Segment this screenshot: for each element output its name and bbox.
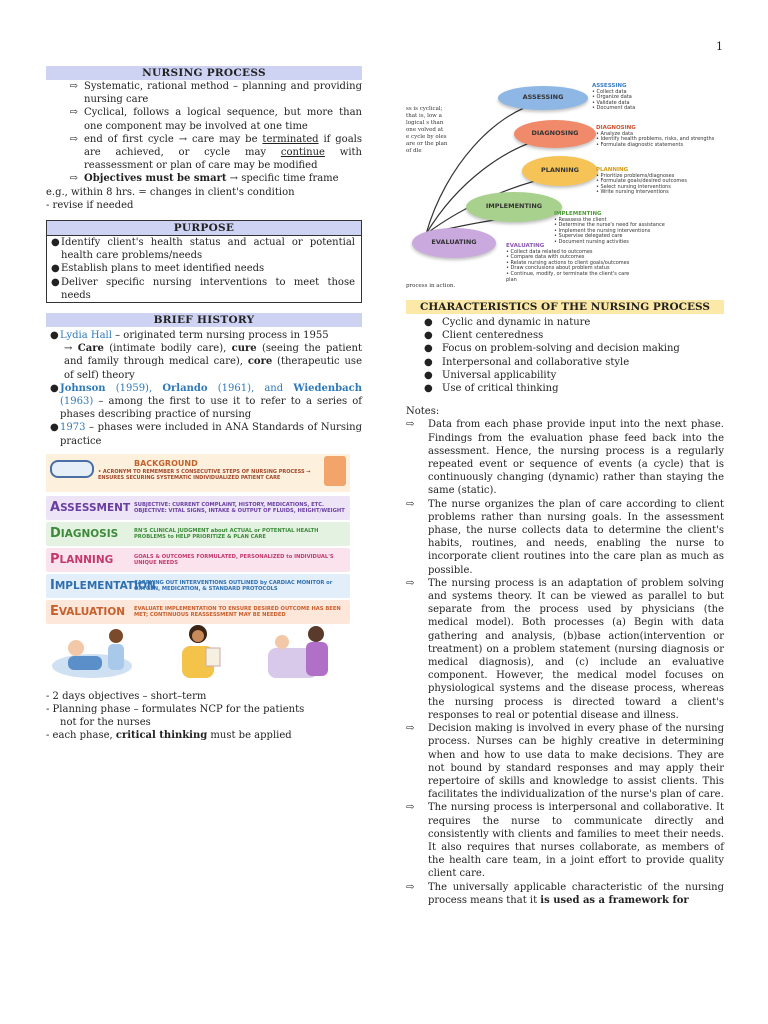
note-item: ⇨ The universally applicable characteristic of the nursing process means that it is used as a framework for <box>406 881 724 906</box>
background-title: BACKGROUND <box>134 458 198 468</box>
phase-details-title: DIAGNOSING <box>596 125 636 131</box>
nursing-process-cycle-diagram <box>406 84 726 292</box>
stage-name: EVALUATION <box>50 603 126 619</box>
stage-row <box>46 574 350 598</box>
characteristic-item: ● Use of critical thinking <box>424 383 559 395</box>
left-column <box>46 66 362 743</box>
note-item: ⇨ The nursing process is interpersonal and collaborative. It requires the nurse to communicate directly and consistently with clients and families to meet their needs. It also requires that nurses collaborate, as members of the health care team, in a joint effort to provide quality client care. <box>406 802 724 880</box>
np-item-1: ⇨ Systematic, rational method – planning and providing nursing care <box>46 80 362 106</box>
phase-details <box>554 212 678 246</box>
phase-details-title: ASSESSING <box>592 83 627 89</box>
cycle-side-text: ss is cyclical; that is, low a logical s than one volved at e cycle by oles are or the plan of dle <box>406 106 448 154</box>
characteristic-item: ● Universal applicability <box>424 369 557 381</box>
phase-detail-line: • Formulate goals/desired outcomes <box>596 178 687 185</box>
stage-row <box>46 600 350 624</box>
phase-bubble: IMPLEMENTING <box>466 192 562 222</box>
np-item-4: ⇨ Objectives must be smart → specific time frame <box>46 172 362 185</box>
phase-detail-line: • Write nursing interventions <box>596 189 669 196</box>
nurse-illustrations <box>46 622 350 684</box>
arrow-icon: ⇨ <box>406 577 415 589</box>
background-text: • ACRONYM TO REMEMBER 5 CONSECUTIVE STEPS OF NURSING PROCESS → ENSURES SECURING SYSTEMATIC INDIVIDUALIZED PATIENT CARE <box>98 468 311 481</box>
phase-details <box>596 168 720 196</box>
phase-detail-line: • Collect data related to outcomes <box>506 248 593 255</box>
phase-detail-line: • Supervise delegated care <box>554 233 623 240</box>
history-section <box>46 313 362 448</box>
notes-label: Notes: <box>406 406 440 418</box>
stage-name: ASSESSMENT <box>50 499 131 515</box>
history-item-hall: ● Lydia Hall – originated term nursing process in 1955 <box>50 330 329 342</box>
arrow-icon: ⇨ <box>69 173 78 185</box>
phase-detail-line: • Identify health problems, risks, and strengths <box>596 136 715 143</box>
phase-detail-line: • Relate nursing actions to client goals/outcomes <box>506 259 630 266</box>
phase-details-title: EVALUATING <box>506 243 545 249</box>
phase-detail-line: • Organize data <box>592 94 632 101</box>
stage-name: DIAGNOSIS <box>50 525 119 541</box>
stage-row <box>46 496 350 520</box>
arrow-icon: ⇨ <box>69 81 78 92</box>
phase-detail-line: • Formulate diagnostic statements <box>596 141 684 148</box>
np-item-3: ⇨ end of first cycle → care may be terminated if goals are achieved, or cycle may continue with reassessment or plan of care may be modified <box>46 133 362 173</box>
arrow-icon: ⇨ <box>69 133 78 145</box>
phase-detail-line: • Analyze data <box>596 130 634 137</box>
phase-details-title: PLANNING <box>596 167 629 173</box>
stage-name: PLANNING <box>50 551 114 567</box>
history-item-johnson: ● Johnson (1959), Orlando (1961), and Wiedenbach (1963) – among the first to use it to refer to a series of phases describing practice of nursing <box>50 382 362 421</box>
phase-detail-line: • Implement the nursing interventions <box>554 227 651 234</box>
phase-bubble: ASSESSING <box>498 86 588 110</box>
history-item-ana: ● 1973 – phases were included in ANA Standards of Nursing practice <box>50 422 362 447</box>
purpose-item: ● Deliver specific nursing interventions to meet those needs <box>51 276 355 301</box>
characteristic-item: ● Cyclic and dynamic in nature <box>424 317 591 328</box>
notes-left: - 2 days objectives – short–term - Planning phase – formulates NCP for the patients not for the nurses - each phase, critical thinking must be applied <box>46 690 305 742</box>
phase-details <box>596 126 720 148</box>
phase-details <box>592 84 716 112</box>
phase-detail-line: • Reassess the client <box>554 216 607 223</box>
phase-bubble: PLANNING <box>522 156 598 186</box>
purpose-item: ● Identify client's health status and actual or potential health care problems/needs <box>51 237 355 262</box>
arrow-icon: ⇨ <box>406 723 415 735</box>
note-item: ⇨ Decision making is involved in every phase of the nursing process. Nurses can be highly creative in determining when and how to use data to make decisions. They are not bound by standard responses and may apply their repertoire of skills and knowledge to assist clients. This facilitates the individualization of the nurse's plan of care. <box>406 723 724 801</box>
stage-description: CARRYING OUT INTERVENTIONS OUTLINED by CARDIAC MONITOR or OXYGEN, MEDICATION, & STANDARD PROTOCOLS <box>134 579 333 592</box>
phase-detail-line: • Prioritize problems/diagnoses <box>596 172 675 179</box>
arrow-icon: ⇨ <box>406 881 415 893</box>
stage-description: SUBJECTIVE: CURRENT COMPLAINT, HISTORY, MEDICATIONS, ETC. OBJECTIVE: VITAL SIGNS, INTAKE & OUTPUT OF FLUIDS, HEIGHT/WEIGHT <box>134 501 345 514</box>
phase-detail-line: • Document data <box>592 105 636 112</box>
purpose-box <box>46 220 362 303</box>
phase-detail-line: • Collect data <box>592 88 627 95</box>
np-item-2: ⇨ Cyclical, follows a logical sequence, but more than one component may be involved at one time <box>46 106 362 132</box>
stage-row <box>46 522 350 546</box>
thermometer-icon <box>50 460 94 478</box>
characteristic-item: ● Interpersonal and collaborative style <box>424 356 630 368</box>
stage-description: EVALUATE IMPLEMENTATION TO ENSURE DESIRED OUTCOME HAS BEEN MET; CONTINUOUS REASSESSMENT MAY BE NEEDED <box>134 605 341 618</box>
medicine-bottle-icon <box>324 456 346 486</box>
stage-row <box>46 548 350 572</box>
nursing-process-title: NURSING PROCESS <box>46 66 362 80</box>
phase-detail-line: • Draw conclusions about problem status <box>506 265 610 272</box>
stage-name: IMPLEMENTATION <box>50 577 156 593</box>
phase-details <box>506 244 630 283</box>
characteristic-item: ● Focus on problem-solving and decision making <box>424 343 680 355</box>
history-title: BRIEF HISTORY <box>46 313 362 327</box>
arrow-icon: ⇨ <box>406 802 415 814</box>
phase-detail-line: • Document nursing activities <box>554 238 629 245</box>
np-revise: - revise if needed <box>46 199 134 211</box>
note-item: ⇨ The nurse organizes the plan of care according to client problems rather than nursing goals. In the assessment phase, the nurse collects data to determine the client's habits, routines, and needs, enabling the nurse to incorporate client routines into the care plan as much as possible. <box>406 498 724 576</box>
arrow-icon: ⇨ <box>406 498 415 510</box>
phase-bubble: EVALUATING <box>412 228 496 258</box>
note-item: ⇨ The nursing process is an adaptation of problem solving and systems theory. It can be viewed as parallel to but separate from the process used by physicians (the medical model). Both processes (a) Begin with data gathering and analysis, (b)base action(intervention or treatment) on a problem statement (nursing diagnosis or medical diagnosis), and (c) include an evaluative component. However, the medical model focuses on physiological systems and the disease process, whereas the nursing process is directed toward a client's responses to real or potential disease and illness. <box>406 577 724 721</box>
stage-description: GOALS & OUTCOMES FORMULATED, PERSONALIZED to INDIVIDUAL'S UNIQUE NEEDS <box>134 553 334 566</box>
np-example: e.g., within 8 hrs. = changes in client's condition <box>46 186 295 198</box>
page-number: 1 <box>716 40 723 53</box>
nurses-illustration-icon <box>46 622 350 684</box>
phase-details-title: IMPLEMENTING <box>554 211 602 217</box>
phase-detail-line: • Determine the nurse's need for assistance <box>554 222 665 229</box>
stage-description: RN'S CLINICAL JUDGMENT about ACTUAL or POTENTIAL HEALTH PROBLEMS to HELP PRIORITIZE & PLAN CARE <box>134 527 319 540</box>
purpose-item: ● Establish plans to meet identified needs <box>51 263 265 275</box>
characteristics-list <box>406 316 724 395</box>
history-hall-detail: → Care (intimate bodily care), cure (seeing the patient and family through medical care), core (therapeutic use of self) theory <box>64 343 362 381</box>
phase-detail-line: • Continue, modify, or terminate the client's care plan <box>506 270 630 283</box>
background-banner <box>46 454 350 492</box>
arrow-icon: ⇨ <box>69 107 78 119</box>
phase-detail-line: • Compare data with outcomes <box>506 254 585 261</box>
characteristic-item: ● Client centeredness <box>424 330 544 342</box>
note-item: ⇨ Data from each phase provide input into the next phase. Findings from the evaluation phase feed back into the assessment. Hence, the nursing process is a regularly repeated event or sequence of events (a cycle) that is continuously changing (dynamic) rather than staying the same (static). <box>406 419 724 497</box>
phase-detail-line: • Validate data <box>592 99 630 106</box>
arrow-icon: ⇨ <box>406 419 415 431</box>
adpie-infographic <box>46 454 352 684</box>
cycle-bottom-text: process in action. <box>406 283 456 289</box>
characteristics-title: CHARACTERISTICS OF THE NURSING PROCESS <box>406 300 724 314</box>
notes-section <box>406 405 724 907</box>
phase-bubble: DIAGNOSING <box>514 120 596 148</box>
phase-detail-line: • Select nursing interventions <box>596 183 671 190</box>
purpose-title: PURPOSE <box>47 221 361 236</box>
right-column <box>406 300 724 907</box>
